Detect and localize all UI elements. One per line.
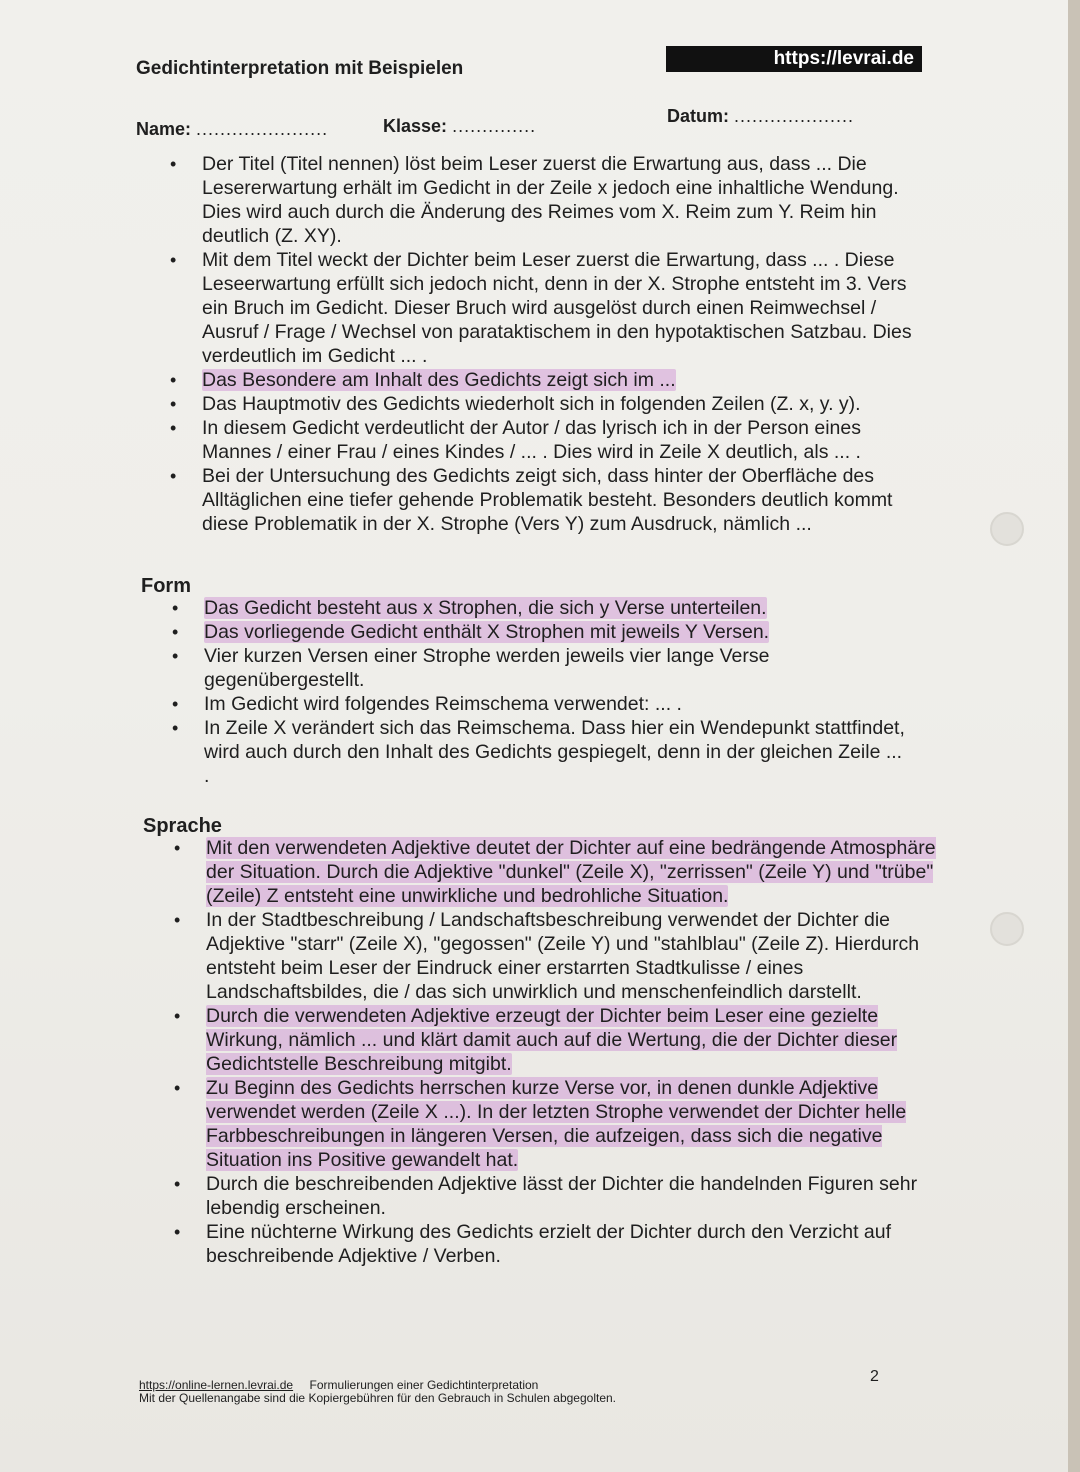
footer-copyright: Mit der Quellenangabe sind die Kopiergebühren für den Gebrauch in Schulen abgegolten. (139, 1391, 616, 1405)
date-blank: .................... (734, 106, 855, 126)
list-item: • Zu Beginn des Gedichts herrschen kurze Verse vor, in denen dunkle Adjektive verwendet werden (Zeile X ...). In der letzten Strophe verwendet der Dichter helle Farbbeschreibungen in längeren Versen, die aufzeigen, dass sich die negative Situation ins Positive gewandelt hat. (174, 1076, 940, 1172)
name-blank: ...................... (196, 119, 329, 139)
date-label: Datum: (667, 106, 729, 126)
list-item: • Eine nüchterne Wirkung des Gedichts erzielt der Dichter durch den Verzicht auf beschreibende Adjektive / Verben. (174, 1220, 940, 1268)
list-item: • Im Gedicht wird folgendes Reimschema verwendet: ... . (172, 692, 912, 716)
list-item: • In der Stadtbeschreibung / Landschaftsbeschreibung verwendet der Dichter die Adjektive "starr" (Zeile X), "gegossen" (Zeile Y) und "stahlblau" (Zeile Z). Hierdurch entsteht beim Leser der Eindruck einer erstarrten Stadtkulisse / eines Landschaftsbildes, die / das sich unwirklich und menschenfeindlich darstellt. (174, 908, 940, 1004)
form-list (172, 596, 912, 788)
class-label: Klasse: (383, 116, 448, 136)
sprache-list (174, 836, 940, 1268)
list-item: • Bei der Untersuchung des Gedichts zeigt sich, dass hinter der Oberfläche des Alltäglichen eine tiefer gehende Problematik besteht. Besonders deutlich kommt diese Problematik in der X. Strophe (Vers Y) zum Ausdruck, nämlich ... (170, 464, 930, 536)
header-url-badge: https://levrai.de (666, 46, 922, 72)
list-item: • Mit dem Titel weckt der Dichter beim Leser zuerst die Erwartung, dass ... . Diese Leseerwartung erfüllt sich jedoch nicht, denn in der X. Strophe entsteht im 3. Vers ein Bruch im Gedicht. Dieser Bruch wird ausgelöst durch einen Reimwechsel / Ausruf / Frage / Wechsel von parataktischem in den hypotaktischen Satzbau. Dies verdeutlich im Gedicht ... . (170, 248, 930, 368)
list-item: • Das Hauptmotiv des Gedichts wiederholt sich in folgenden Zeilen (Z. x, y. y). (170, 392, 930, 416)
name-label: Name: (136, 119, 192, 139)
page-title: Gedichtinterpretation mit Beispielen (136, 58, 464, 79)
date-field (667, 106, 854, 127)
list-item: • Das Gedicht besteht aus x Strophen, die sich y Verse unterteilen. (172, 596, 912, 620)
footer-subject: Formulierungen einer Gedichtinterpretation (309, 1378, 539, 1392)
list-item: • Durch die beschreibenden Adjektive lässt der Dichter die handelnden Figuren sehr lebendig erscheinen. (174, 1172, 940, 1220)
list-item: • Vier kurzen Versen einer Strophe werden jeweils vier lange Verse gegenübergestellt. (172, 644, 912, 692)
page-number: 2 (870, 1368, 879, 1385)
list-item: • In diesem Gedicht verdeutlicht der Autor / das lyrisch ich in der Person eines Mannes / einer Frau / eines Kindes / ... . Dies wird in Zeile X deutlich, als ... . (170, 416, 930, 464)
list-item: • Das vorliegende Gedicht enthält X Strophen mit jeweils Y Versen. (172, 620, 912, 644)
list-item: • Mit den verwendeten Adjektive deutet der Dichter auf eine bedrängende Atmosphäre der Situation. Durch die Adjektive "dunkel" (Zeile X), "zerrissen" (Zeile Y) und "trübe" (Zeile) Z entsteht eine unwirkliche und bedrohliche Situation. (174, 836, 940, 908)
form-heading: Form (141, 575, 191, 597)
list-item: • Der Titel (Titel nennen) löst beim Leser zuerst die Erwartung aus, dass ... Die Lesererwartung erhält im Gedicht in der Zeile x jedoch eine inhaltliche Wendung. Dies wird auch durch die Änderung des Reimes vom X. Reim zum Y. Reim hin deutlich (Z. XY). (170, 152, 930, 248)
name-field (136, 119, 328, 140)
class-field (383, 116, 536, 137)
class-blank: .............. (452, 116, 537, 136)
hole-punch-icon (990, 512, 1024, 546)
list-item: • Das Besondere am Inhalt des Gedichts zeigt sich im ... (170, 368, 930, 392)
hole-punch-icon (990, 912, 1024, 946)
intro-list (170, 152, 930, 536)
list-item: • Durch die verwendeten Adjektive erzeugt der Dichter beim Leser eine gezielte Wirkung, nämlich ... und klärt damit auch auf die Wertung, die der Dichter dieser Gedichtstelle Beschreibung mitgibt. (174, 1004, 940, 1076)
footer-link[interactable]: https://online-lernen.levrai.de (139, 1378, 294, 1392)
sprache-heading: Sprache (143, 815, 222, 837)
list-item: • In Zeile X verändert sich das Reimschema. Dass hier ein Wendepunkt stattfindet, wird auch durch den Inhalt des Gedichts gespiegelt, denn in der gleichen Zeile ... . (172, 716, 912, 788)
